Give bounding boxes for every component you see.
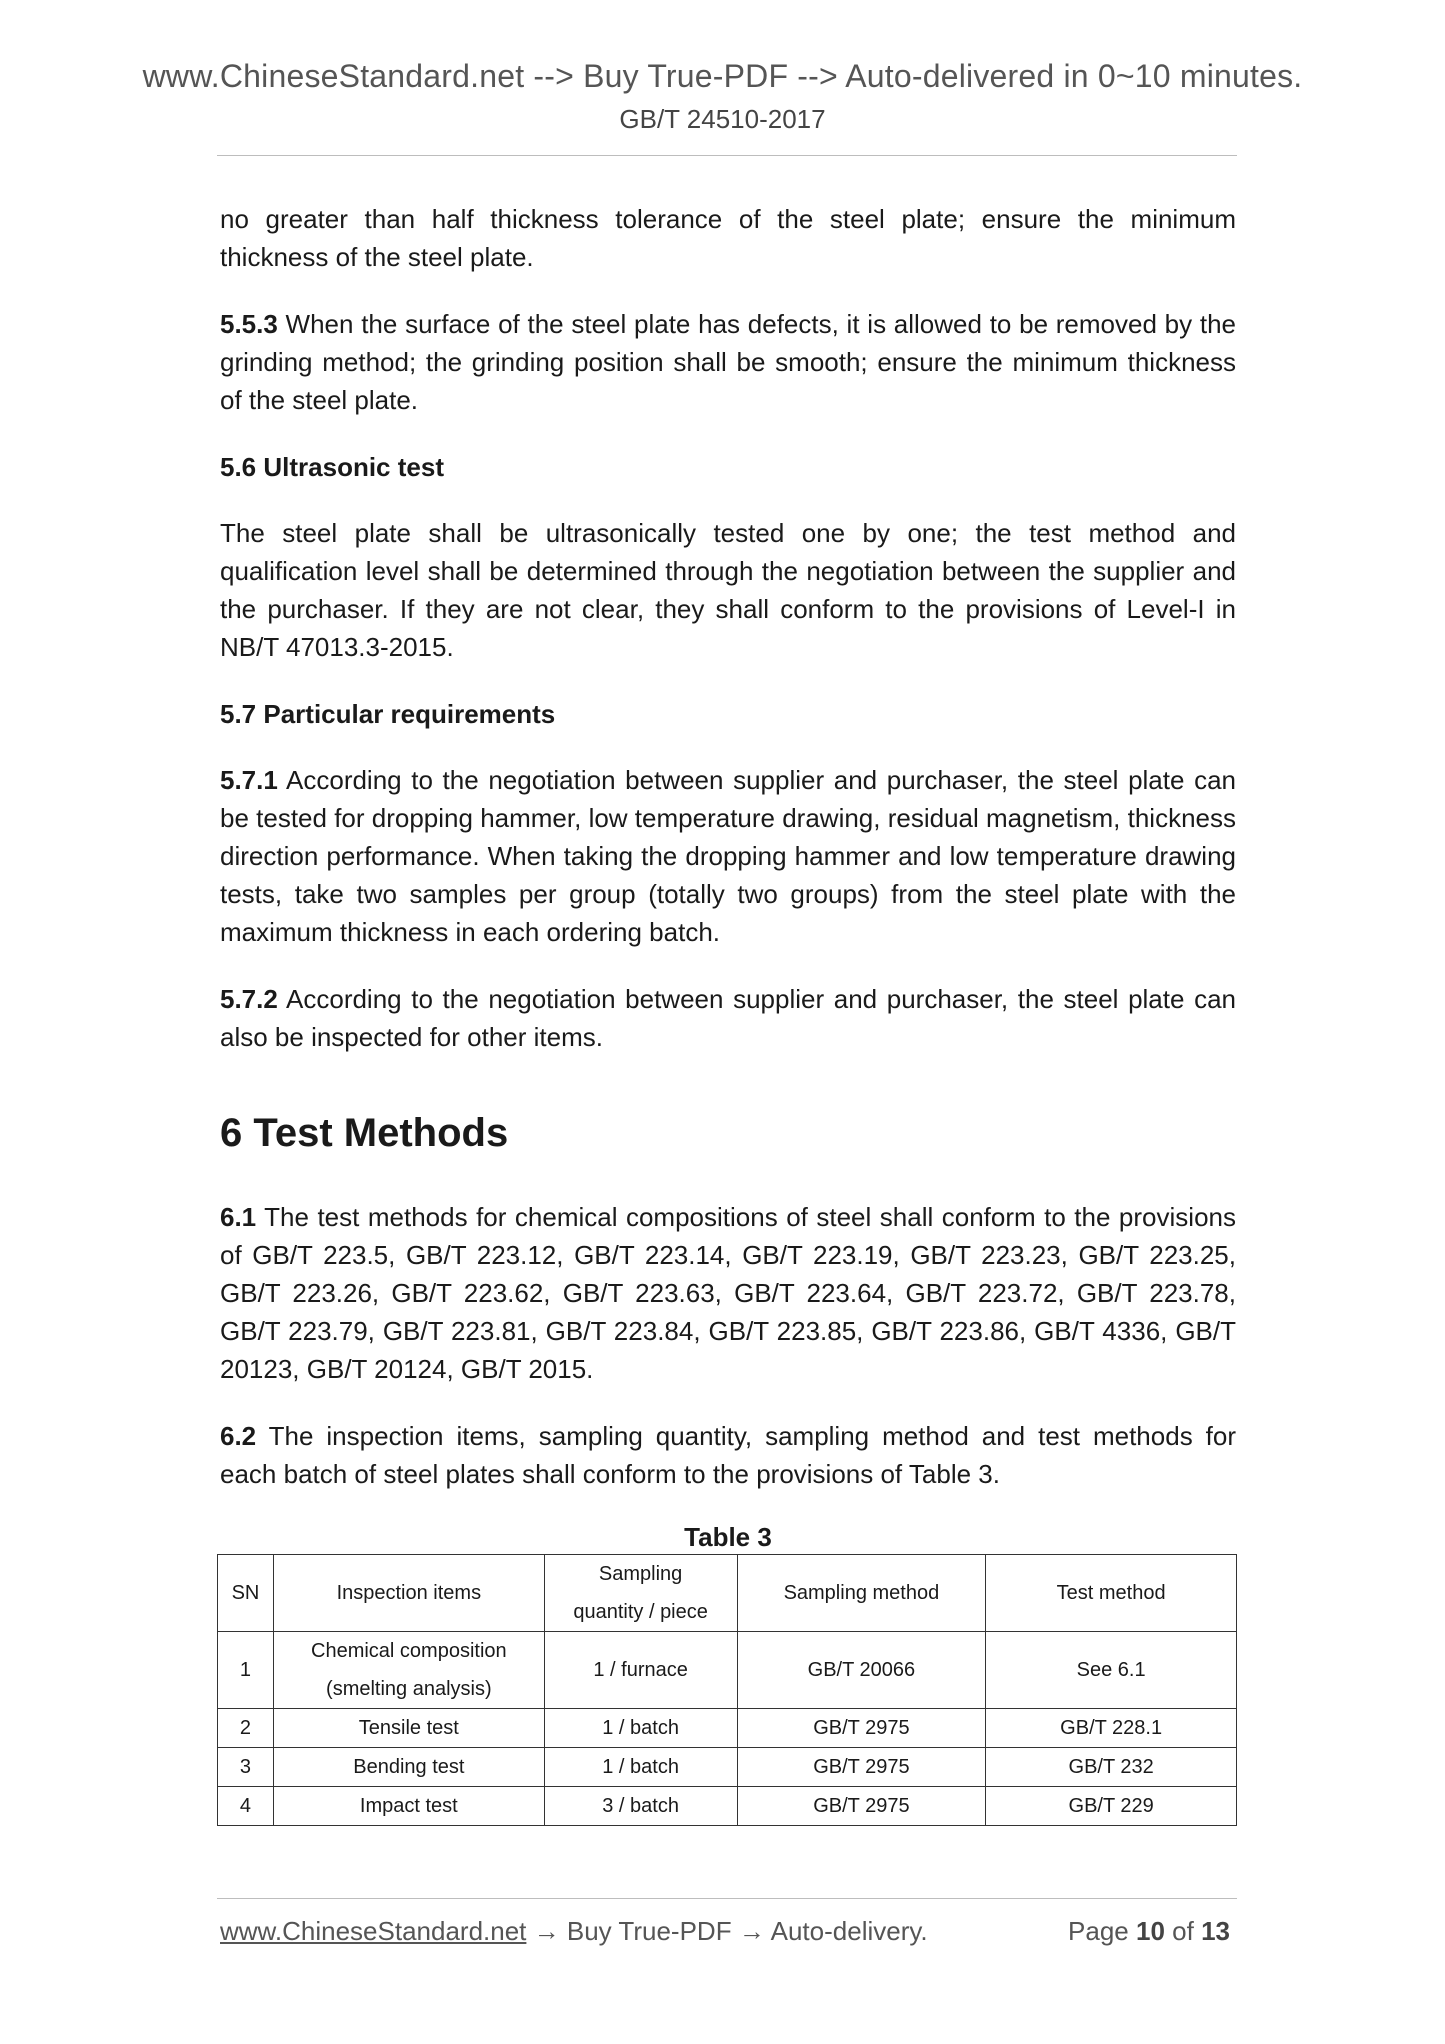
header-test-method: Test method — [986, 1555, 1237, 1632]
paragraph-5-6: The steel plate shall be ultrasonically tested one by one; the test method and qualification level shall be determined through the negotiation between the supplier and the purchaser. If they are not clear, they shall conform to the provisions of Level-I in NB/T 47013.3-2015. — [220, 518, 1236, 662]
cell-inspection-item: Bending test — [273, 1748, 544, 1787]
clause-5-5-3 — [220, 305, 1236, 419]
table-header-row — [218, 1555, 1237, 1632]
cell-sampling-method: GB/T 2975 — [737, 1787, 986, 1826]
clause-6-2 — [220, 1417, 1236, 1493]
cell-sn: 3 — [218, 1748, 274, 1787]
header-divider — [217, 155, 1237, 156]
cell-quantity: 1 / batch — [544, 1748, 737, 1787]
cell-inspection-item: Tensile test — [273, 1709, 544, 1748]
table-row — [218, 1709, 1237, 1748]
section-heading-6: 6 Test Methods — [220, 1111, 509, 1155]
arrow-icon: → — [533, 1916, 560, 1946]
heading-5-6: 5.6 Ultrasonic test — [220, 452, 444, 482]
cell-test-method: GB/T 228.1 — [986, 1709, 1237, 1748]
clause-text: The test methods for chemical compositions of steel shall conform to the provisions of GB/T 223.5, GB/T 223.12, GB/T 223.14, GB/T 223.19, GB/T 223.23, GB/T 223.25, GB/T 223.26, GB/T 223.62, GB/T 223.63, GB/T 223.64, GB/T 223.72, GB/T 223.78, GB/T 223.79, GB/T 223.81, GB/T 223.84, GB/T 223.85, GB/T 223.86, GB/T 4336, GB/T 20123, GB/T 20124, GB/T 2015. — [220, 1202, 1236, 1384]
clause-6-1 — [220, 1198, 1236, 1388]
cell-quantity: 1 / batch — [544, 1709, 737, 1748]
header-banner: www.ChineseStandard.net --> Buy True-PDF --> Auto-delivered in 0~10 minutes. — [142, 58, 1303, 94]
header-inspection-items: Inspection items — [273, 1555, 544, 1632]
table-caption: Table 3 — [684, 1522, 772, 1552]
cell-test-method: GB/T 232 — [986, 1748, 1237, 1787]
clause-5-7-2 — [220, 980, 1236, 1056]
header-sampling-method: Sampling method — [737, 1555, 986, 1632]
cell-test-method: GB/T 229 — [986, 1787, 1237, 1826]
cell-quantity: 1 / furnace — [544, 1632, 737, 1709]
clause-number: 6.2 — [220, 1421, 257, 1451]
footer-divider — [217, 1898, 1237, 1899]
header-sn: SN — [218, 1555, 274, 1632]
arrow-icon: → — [738, 1916, 765, 1946]
cell-item-line2: (smelting analysis) — [326, 1678, 492, 1700]
page-number: 10 — [1136, 1916, 1165, 1946]
heading-5-7: 5.7 Particular requirements — [220, 699, 556, 729]
page-total: 13 — [1201, 1916, 1230, 1946]
clause-number: 6.1 — [220, 1202, 257, 1232]
clause-text: According to the negotiation between supplier and purchaser, the steel plate can be tested for dropping hammer, low temperature drawing, residual magnetism, thickness direction performance. When taking the dropping hammer and low temperature drawing tests, take two samples per group (totally two groups) from the steel plate with the maximum thickness in each ordering batch. — [220, 765, 1236, 947]
cell-inspection-item — [273, 1632, 544, 1709]
header-sampling-quantity — [544, 1555, 737, 1632]
cell-sn: 2 — [218, 1709, 274, 1748]
page-word: Page — [1068, 1916, 1129, 1946]
table-row — [218, 1632, 1237, 1709]
cell-item-line1: Chemical composition — [311, 1640, 507, 1662]
footer-delivery-text: Auto-delivery. — [770, 1916, 928, 1946]
clause-number: 5.7.1 — [220, 765, 278, 795]
footer-promo — [220, 1916, 928, 1947]
cell-sampling-method: GB/T 2975 — [737, 1748, 986, 1787]
standard-number: GB/T 24510-2017 — [619, 104, 826, 134]
header-qty-line1: Sampling — [598, 1563, 683, 1585]
clause-text: According to the negotiation between supplier and purchaser, the steel plate can also be inspected for other items. — [220, 984, 1236, 1052]
clause-number: 5.5.3 — [220, 309, 278, 339]
cell-inspection-item: Impact test — [273, 1787, 544, 1826]
header-qty-line2: quantity / piece — [573, 1601, 708, 1623]
cell-test-method: See 6.1 — [986, 1632, 1237, 1709]
paragraph-continuation: no greater than half thickness tolerance of the steel plate; ensure the minimum thickness of the steel plate. — [220, 204, 1236, 272]
page-indicator — [1068, 1916, 1230, 1947]
cell-quantity: 3 / batch — [544, 1787, 737, 1826]
inspection-table — [217, 1554, 1237, 1826]
of-word: of — [1172, 1916, 1194, 1946]
clause-number: 5.7.2 — [220, 984, 278, 1014]
cell-sn: 1 — [218, 1632, 274, 1709]
footer-site-link[interactable]: www.ChineseStandard.net — [220, 1916, 527, 1946]
table-row — [218, 1787, 1237, 1826]
cell-sampling-method: GB/T 2975 — [737, 1709, 986, 1748]
document-body — [220, 200, 1236, 1826]
table-row — [218, 1748, 1237, 1787]
clause-text: When the surface of the steel plate has defects, it is allowed to be removed by the grinding method; the grinding position shall be smooth; ensure the minimum thickness of the steel plate. — [220, 309, 1236, 415]
cell-sn: 4 — [218, 1787, 274, 1826]
clause-5-7-1 — [220, 761, 1236, 951]
clause-text: The inspection items, sampling quantity, sampling method and test methods for each batch of steel plates shall conform to the provisions of Table 3. — [220, 1421, 1236, 1489]
footer-buy-text: Buy True-PDF — [566, 1916, 732, 1946]
cell-sampling-method: GB/T 20066 — [737, 1632, 986, 1709]
